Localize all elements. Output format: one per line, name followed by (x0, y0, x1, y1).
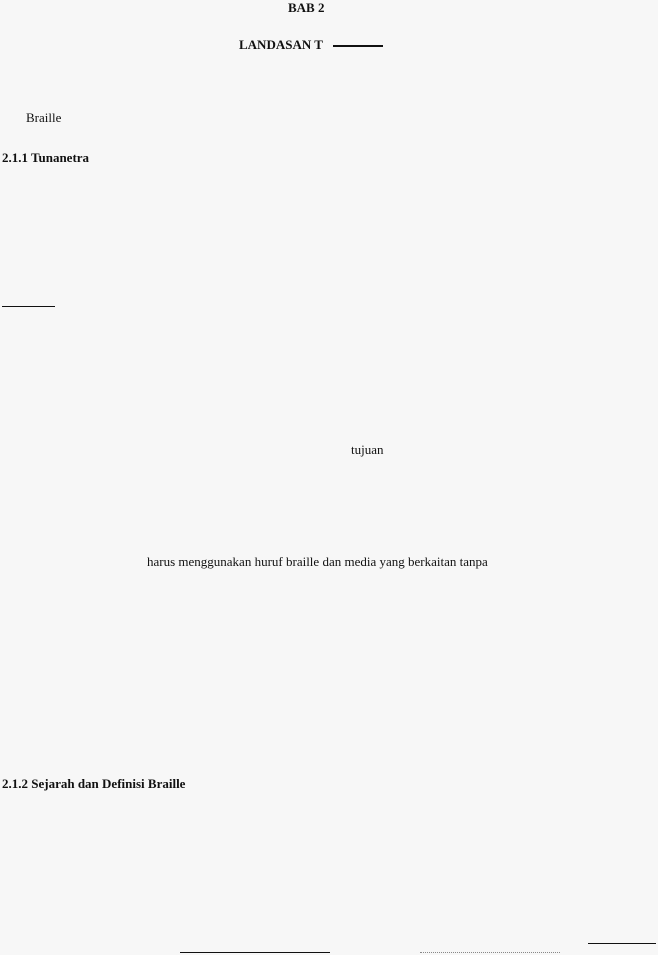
text-fragment-tujuan: tujuan (351, 442, 384, 457)
chapter-number: BAB 2 (288, 0, 325, 15)
intro-word: Braille (26, 110, 62, 125)
footer-rule-center (180, 952, 330, 953)
section-heading-tunanetra: 2.1.1 Tunanetra (2, 150, 90, 165)
left-margin-rule (2, 306, 55, 307)
footer-dotted-rule (420, 952, 560, 953)
footer-rule-right (588, 943, 656, 944)
chapter-title: LANDASAN T (239, 37, 323, 52)
chapter-title-underline (333, 45, 383, 47)
text-fragment-line: harus menggunakan huruf braille dan media yang berkaitan tanpa (147, 554, 488, 569)
section-heading-sejarah: 2.1.2 Sejarah dan Definisi Braille (2, 776, 186, 791)
